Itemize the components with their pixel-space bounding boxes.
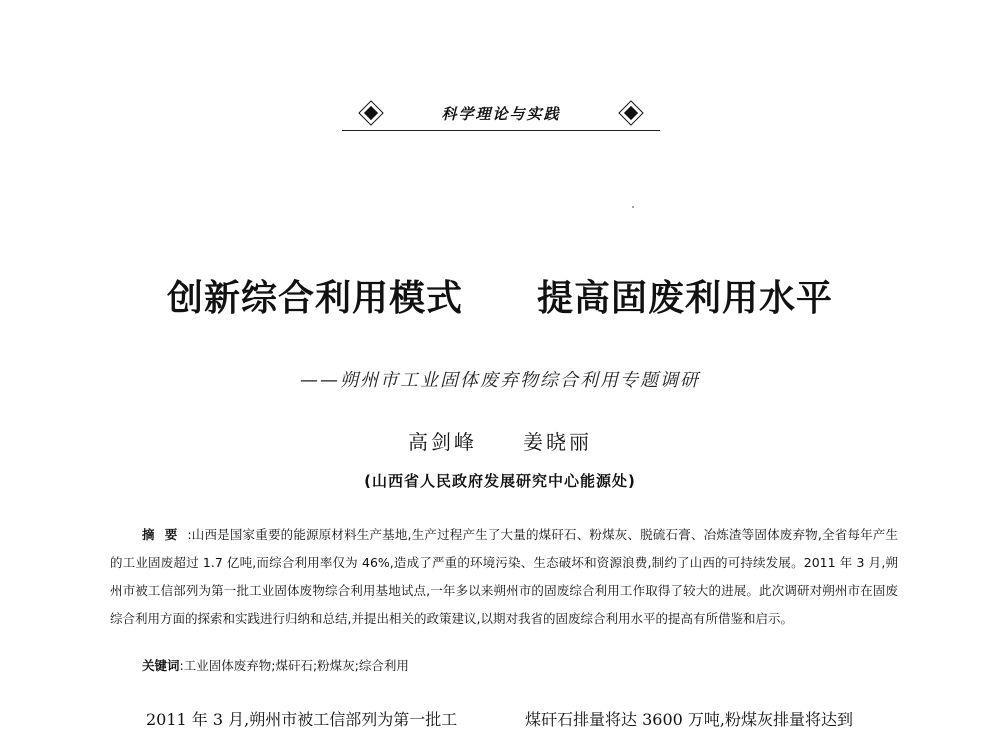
author-affiliation: (山西省人民政府发展研究中心能源处) — [364, 472, 636, 490]
diamond-ornament-icon — [624, 106, 638, 120]
scan-speck — [632, 206, 634, 208]
header-rule — [342, 130, 660, 131]
keywords-text: :工业固体废弃物;煤矸石;粉煤灰;综合利用 — [179, 658, 409, 673]
body-column-left: 2011 年 3 月,朔州市被工信部列为第一批工 — [146, 710, 458, 729]
article-title: 创新综合利用模式 提高固废利用水平 — [166, 277, 833, 319]
abstract — [110, 521, 898, 633]
body-column-right: 煤矸石排量将达 3600 万吨,粉煤灰排量将达到 — [525, 710, 853, 729]
running-header-text: 科学理论与实践 — [441, 105, 561, 123]
running-header — [342, 99, 660, 131]
keywords-label: 关键词 — [142, 658, 180, 673]
keywords — [142, 656, 902, 676]
abstract-text: :山西是国家重要的能源原材料生产基地,生产过程产生了大量的煤矸石、粉煤灰、脱硫石膏、冶炼渣等固体废弃物,全省每年产生的工业固废超过 1.7 亿吨,而综合利用率仅为 46%,造成了严重的环境污染、生态破坏和资源浪费,制约了山西的可持续发展。2011 年 3 月,朔州市被工信部列为第一批工业固体废物综合利用基地试点,一年多以来朔州市的固废综合利用工作取得了较大的进展。此次调研对朔州市在固废综合利用方面的探索和实践进行归纳和总结,并提出相关的政策建议,以期对我省的固废综合利用水平的提高有所借鉴和启示。 — [110, 527, 898, 626]
article-subtitle: ——朔州市工业固体废弃物综合利用专题调研 — [300, 370, 700, 391]
abstract-label: 摘要 — [142, 527, 188, 542]
article-authors: 高剑峰 姜晓丽 — [408, 430, 592, 454]
